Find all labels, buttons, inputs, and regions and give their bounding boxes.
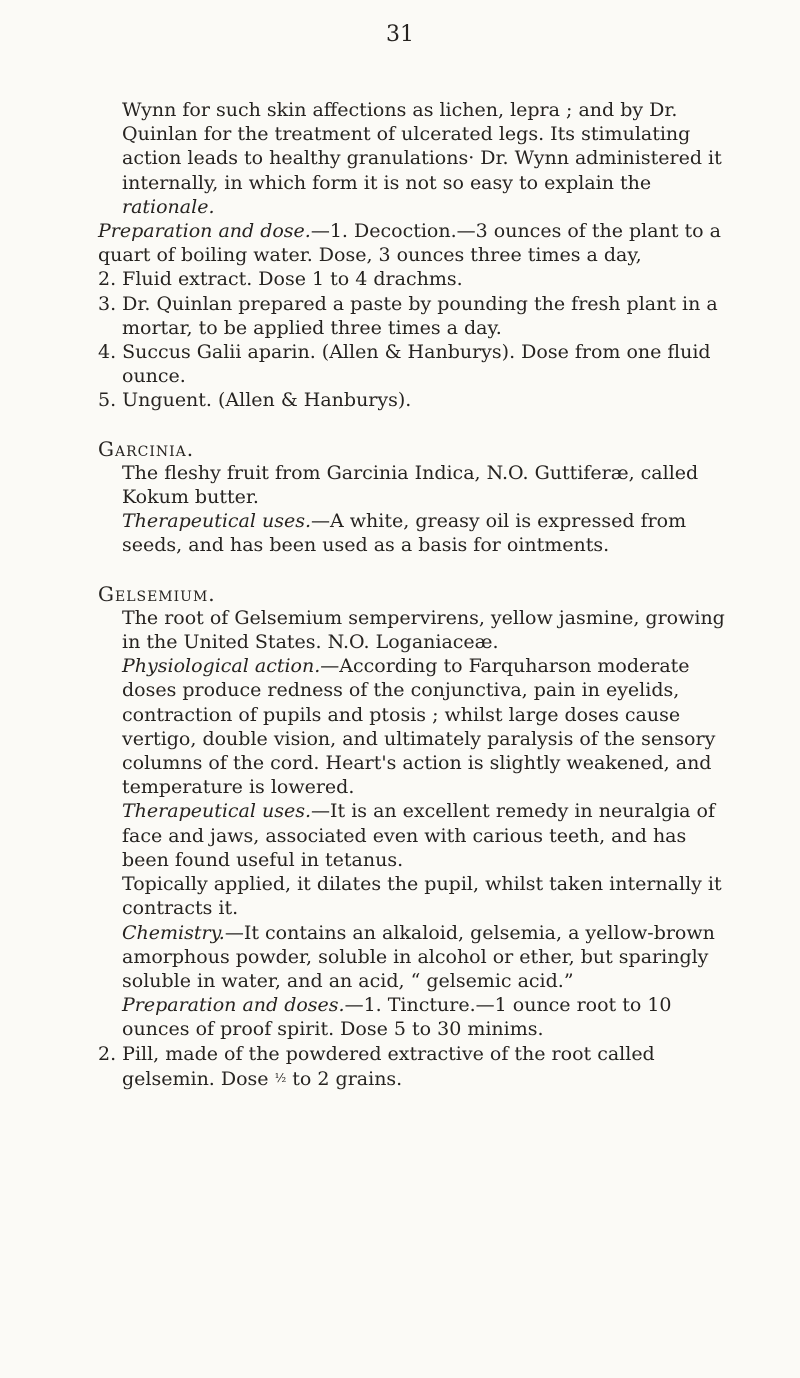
- gelsemium-physiological-label: Physiological action.: [122, 655, 321, 678]
- galium-prep-item-3: 3. Dr. Quinlan prepared a paste by pounding the fresh plant in a mortar, to be applied three times a day.: [98, 292, 718, 339]
- galium-prep-item-1: —1. Decoction.—3 ounces of the plant to a quart of boiling water. Dose, 3 ounces three times a day,: [98, 220, 721, 267]
- garcinia-therapeutic-label: Therapeutical uses.: [122, 510, 312, 533]
- galium-prep-item-4: 4. Succus Galii aparin. (Allen & Hanburys). Dose from one fluid ounce.: [98, 341, 711, 388]
- gelsemium-prep-2-after: to 2 grains.: [292, 1067, 403, 1090]
- gelsemium-therapeutic-text: —It is an excellent remedy in neuralgia of face and jaws, associated even with carious teeth, and has been found useful in tetanus.: [122, 800, 715, 871]
- gelsemium-prep-item-1: —1. Tincture.—1 ounce root to 10 ounces of proof spirit. Dose 5 to 30 minims.: [122, 994, 672, 1041]
- garcinia-description: The fleshy fruit from Garcinia Indica, N.O. Guttiferæ, called Kokum butter.: [122, 461, 699, 509]
- galium-preparation-label: Preparation and dose.: [98, 220, 311, 243]
- garcinia-heading: Garcinia.: [98, 436, 195, 461]
- gelsemium-chemistry-text: —It contains an alkaloid, gelsemia, a yellow-brown amorphous powder, soluble in alcohol or ether, but sparingly soluble in water, and an acid, “ gelsemic acid.”: [122, 921, 715, 992]
- page-content: [98, 98, 738, 1091]
- gelsemium-therapeutic-label: Therapeutical uses.: [122, 800, 312, 823]
- garcinia-therapeutic: [98, 509, 738, 557]
- galium-prep-item-5: 5. Unguent. (Allen & Hanburys).: [98, 389, 412, 412]
- gelsemium-chemistry: [98, 921, 738, 994]
- galium-prep-item-2: 2. Fluid extract. Dose 1 to 4 drachms.: [98, 268, 463, 291]
- gelsemium-prep-2-before: 2. Pill, made of the powdered extractive of the root called gelsemin. Dose: [98, 1042, 655, 1090]
- garcinia-therapeutic-text: —A white, greasy oil is expressed from seeds, and has been used as a basis for ointments.: [122, 510, 687, 557]
- gelsemium-description: The root of Gelsemium sempervirens, yellow jasmine, growing in the United States. N.O. Loganiaceæ.: [122, 606, 725, 654]
- wynn-paragraph: [98, 98, 738, 219]
- rationale-word: rationale.: [122, 195, 215, 218]
- wynn-text: Wynn for such skin affections as lichen, lepra ; and by Dr. Quinlan for the treatment of ulcerated legs. Its stimulating action leads to healthy granulations· Dr. Wynn administered it internally, in which form it is not so easy to explain the: [122, 99, 722, 194]
- gelsemium-heading: Gelsemium.: [98, 581, 216, 606]
- gelsemium-preparation: [98, 993, 738, 1041]
- gelsemium-prep-item-2: [98, 1042, 738, 1091]
- page-number: 31: [386, 22, 414, 47]
- gelsemium-physiological: [98, 654, 738, 799]
- gelsemium-topical: Topically applied, it dilates the pupil, whilst taken internally it contracts it.: [122, 873, 722, 920]
- galium-preparation-line: [98, 219, 738, 267]
- gelsemium-chemistry-label: Chemistry.: [122, 921, 225, 944]
- gelsemium-physiological-text: —According to Farquharson moderate doses produce redness of the conjunctiva, pain in eyelids, contraction of pupils and ptosis ; whilst large doses cause vertigo, double vision, and ultimately paralysis of the sensory columns of the cord. Heart's action is slightly weakened, and temperature is lowered.: [122, 655, 716, 799]
- gelsemium-preparation-label: Preparation and doses.: [122, 994, 345, 1017]
- gelsemium-therapeutic: [98, 799, 738, 872]
- half-fraction: ½: [274, 1070, 287, 1085]
